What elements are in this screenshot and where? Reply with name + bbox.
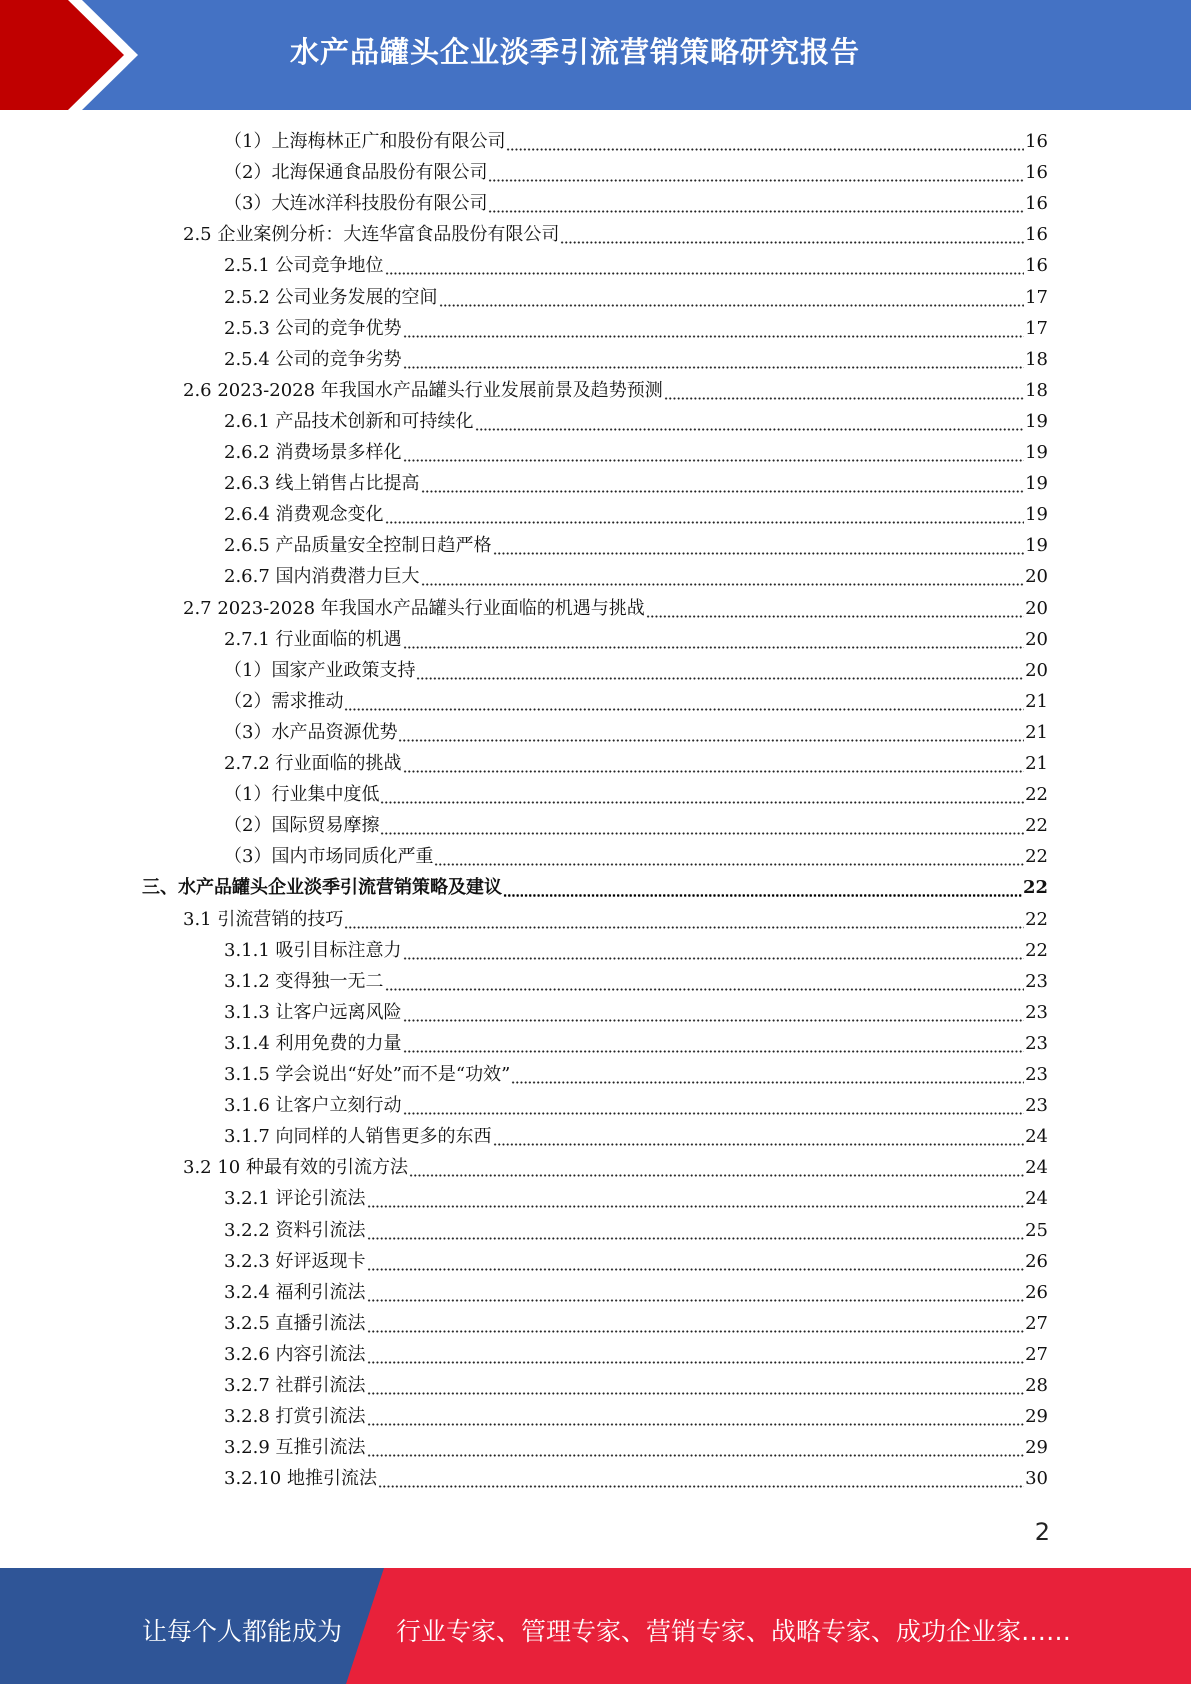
toc-entry-label: 2.5.3 公司的竞争优势 (224, 318, 402, 339)
toc-entry[interactable] (224, 284, 1048, 312)
toc-entry-label: 3.2.1 评论引流法 (224, 1188, 366, 1209)
toc-dot-leader (488, 179, 1024, 182)
toc-dot-leader (493, 552, 1025, 555)
toc-entry-label: 3.2.10 地推引流法 (224, 1468, 377, 1489)
toc-entry-page: 23 (1025, 971, 1048, 992)
toc-entry-label: （3）水产品资源优势 (224, 722, 398, 743)
toc-dot-leader (385, 988, 1025, 991)
toc-entry-page: 16 (1025, 162, 1048, 183)
toc-dot-leader (398, 739, 1024, 742)
toc-dot-leader (403, 335, 1025, 338)
toc-entry-label: 3.2.5 直播引流法 (224, 1313, 366, 1334)
toc-entry-page: 22 (1025, 940, 1048, 961)
toc-entry-page: 23 (1025, 1095, 1048, 1116)
toc-entry-label: 2.5 企业案例分析：大连华富食品股份有限公司 (183, 224, 560, 245)
footer-slogan: 让每个人都能成为 (142, 1617, 343, 1646)
toc-entry-label: （2）北海保通食品股份有限公司 (224, 162, 488, 183)
toc-dot-leader (560, 241, 1024, 244)
toc-dot-leader (664, 397, 1024, 400)
toc-entry-page: 16 (1025, 255, 1048, 276)
toc-entry-page: 22 (1025, 909, 1048, 930)
toc-entry-label: 3.1.6 让客户立刻行动 (224, 1095, 402, 1116)
toc-entry-label: 2.5.4 公司的竞争劣势 (224, 349, 402, 370)
toc-entry[interactable] (224, 937, 1048, 965)
toc-entry-page: 19 (1025, 442, 1048, 463)
toc-entry-label: 2.7.1 行业面临的机遇 (224, 629, 402, 650)
toc-dot-leader (380, 801, 1024, 804)
toc-dot-leader (503, 894, 1022, 897)
toc-entry[interactable] (224, 1372, 1048, 1400)
toc-entry-page: 27 (1025, 1344, 1048, 1365)
toc-entry-page: 23 (1025, 1033, 1048, 1054)
toc-dot-leader (409, 1174, 1024, 1177)
toc-entry-label: 2.5.2 公司业务发展的空间 (224, 287, 438, 308)
toc-entry[interactable] (224, 781, 1048, 809)
toc-entry-label: （3）大连冰洋科技股份有限公司 (224, 193, 488, 214)
toc-dot-leader (403, 459, 1025, 462)
toc-dot-leader (506, 148, 1024, 151)
toc-entry[interactable] (224, 1030, 1048, 1058)
toc-entry-page: 26 (1025, 1251, 1048, 1272)
toc-entry[interactable] (224, 190, 1048, 218)
toc-entry-page: 17 (1025, 287, 1048, 308)
toc-entry-page: 22 (1025, 815, 1048, 836)
toc-entry[interactable] (224, 1061, 1048, 1089)
toc-entry[interactable] (224, 1434, 1048, 1462)
header-bar (0, 0, 1191, 110)
toc-entry-page: 29 (1025, 1406, 1048, 1427)
toc-entry[interactable] (224, 1092, 1048, 1120)
header-red-chevron (0, 0, 160, 110)
toc-dot-leader (385, 272, 1025, 275)
toc-dot-leader (475, 428, 1025, 431)
toc-dot-leader (646, 615, 1024, 618)
toc-entry-label: 3.2.2 资料引流法 (224, 1220, 366, 1241)
toc-entry-label: 3.2.6 内容引流法 (224, 1344, 366, 1365)
toc-entry[interactable] (224, 1279, 1048, 1307)
toc-entry-page: 17 (1025, 318, 1048, 339)
toc-entry-page: 19 (1025, 411, 1048, 432)
toc-entry-label: 3.2.9 互推引流法 (224, 1437, 366, 1458)
toc-entry-label: 2.6.5 产品质量安全控制日趋严格 (224, 535, 492, 556)
toc-dot-leader (511, 1081, 1024, 1084)
toc-entry[interactable] (224, 1310, 1048, 1338)
toc-dot-leader (367, 1423, 1025, 1426)
toc-entry-page: 25 (1025, 1220, 1048, 1241)
toc-entry-page: 21 (1025, 722, 1048, 743)
toc-entry-page: 22 (1025, 784, 1048, 805)
toc-entry[interactable] (224, 843, 1048, 871)
toc-dot-leader (380, 832, 1024, 835)
toc-entry[interactable] (224, 999, 1048, 1027)
toc-entry-label: 3.1.5 学会说出“好处”而不是“功效” (224, 1064, 511, 1085)
toc-dot-leader (367, 1392, 1025, 1395)
toc-dot-leader (416, 677, 1024, 680)
toc-entry-label: 2.5.1 公司竞争地位 (224, 255, 384, 276)
toc-entry-page: 29 (1025, 1437, 1048, 1458)
toc-entry[interactable] (224, 657, 1048, 685)
toc-dot-leader (367, 1268, 1025, 1271)
toc-dot-leader (403, 770, 1025, 773)
toc-entry-page: 16 (1025, 193, 1048, 214)
toc-dot-leader (344, 708, 1024, 711)
toc-entry-page: 30 (1025, 1468, 1048, 1489)
toc-entry[interactable] (224, 719, 1048, 747)
toc-entry[interactable] (224, 532, 1048, 560)
toc-entry-page: 21 (1025, 753, 1048, 774)
toc-entry-page: 24 (1025, 1157, 1048, 1178)
toc-dot-leader (367, 1299, 1025, 1302)
toc-dot-leader (403, 646, 1025, 649)
toc-entry-page: 28 (1025, 1375, 1048, 1396)
toc-entry-label: 3.1.3 让客户远离风险 (224, 1002, 402, 1023)
toc-entry-label: 2.6.7 国内消费潜力巨大 (224, 566, 420, 587)
toc-dot-leader (403, 957, 1025, 960)
toc-dot-leader (367, 1454, 1025, 1457)
toc-entry[interactable] (224, 1217, 1048, 1245)
toc-entry[interactable] (224, 439, 1048, 467)
toc-entry-label: 3.2.3 好评返现卡 (224, 1251, 366, 1272)
toc-entry[interactable] (224, 812, 1048, 840)
toc-dot-leader (488, 210, 1024, 213)
toc-entry[interactable] (224, 688, 1048, 716)
toc-entry-label: 2.6.3 线上销售占比提高 (224, 473, 420, 494)
toc-entry[interactable] (224, 501, 1048, 529)
toc-entry-label: （1）国家产业政策支持 (224, 660, 416, 681)
toc-entry-page: 22 (1022, 877, 1048, 898)
toc-entry-page: 20 (1025, 629, 1048, 650)
toc-dot-leader (403, 1112, 1025, 1115)
toc-entry-label: 2.7 2023-2028 年我国水产品罐头行业面临的机遇与挑战 (183, 598, 645, 619)
toc-entry-label: （1）行业集中度低 (224, 784, 380, 805)
toc-entry-label: 2.7.2 行业面临的挑战 (224, 753, 402, 774)
toc-entry[interactable] (224, 1465, 1048, 1493)
toc-entry-page: 24 (1025, 1126, 1048, 1147)
footer-roles: 行业专家、管理专家、营销专家、战略专家、成功企业家…… (396, 1617, 1072, 1646)
toc-entry-page: 26 (1025, 1282, 1048, 1303)
toc-entry[interactable] (224, 626, 1048, 654)
toc-entry-label: 2.6.2 消费场景多样化 (224, 442, 402, 463)
toc-entry[interactable] (183, 906, 1048, 934)
toc-entry-label: 2.6 2023-2028 年我国水产品罐头行业发展前景及趋势预测 (183, 380, 663, 401)
toc-entry[interactable] (183, 377, 1048, 405)
toc-entry-label: （2）国际贸易摩擦 (224, 815, 380, 836)
toc-entry-page: 19 (1025, 473, 1048, 494)
toc-entry[interactable] (224, 315, 1048, 343)
toc-entry-page: 19 (1025, 504, 1048, 525)
footer-banner (0, 1568, 1191, 1684)
toc-entry-label: 3.1 引流营销的技巧 (183, 909, 344, 930)
toc-entry-label: 3.1.2 变得独一无二 (224, 971, 384, 992)
toc-dot-leader (385, 521, 1025, 524)
toc-entry-page: 23 (1025, 1064, 1048, 1085)
toc-entry[interactable] (224, 128, 1048, 156)
toc-dot-leader (367, 1361, 1025, 1364)
toc-dot-leader (367, 1237, 1025, 1240)
toc-entry-page: 18 (1025, 380, 1048, 401)
toc-entry-page: 20 (1025, 660, 1048, 681)
page-number: 2 (1034, 1518, 1050, 1546)
toc-entry[interactable] (224, 1248, 1048, 1276)
toc-entry-page: 20 (1025, 598, 1048, 619)
toc-dot-leader (367, 1330, 1025, 1333)
toc-dot-leader (421, 583, 1025, 586)
toc-entry[interactable] (224, 1341, 1048, 1369)
toc-dot-leader (367, 1205, 1025, 1208)
toc-dot-leader (421, 490, 1025, 493)
toc-entry-label: 三、水产品罐头企业淡季引流营销策略及建议 (142, 877, 502, 898)
toc-entry[interactable] (183, 1154, 1048, 1182)
toc-entry[interactable] (224, 470, 1048, 498)
toc-entry[interactable] (224, 968, 1048, 996)
toc-entry[interactable] (183, 221, 1048, 249)
toc-entry[interactable] (224, 252, 1048, 280)
toc-entry[interactable] (224, 563, 1048, 591)
toc-dot-leader (493, 1143, 1025, 1146)
toc-dot-leader (378, 1485, 1024, 1488)
toc-entry[interactable] (224, 1403, 1048, 1431)
toc-entry-label: （3）国内市场同质化严重 (224, 846, 434, 867)
toc-entry-page: 20 (1025, 566, 1048, 587)
toc-entry[interactable] (224, 1185, 1048, 1213)
toc-entry-page: 23 (1025, 1002, 1048, 1023)
toc-entry-page: 16 (1025, 224, 1048, 245)
toc-entry-page: 19 (1025, 535, 1048, 556)
toc-entry-label: （2）需求推动 (224, 691, 344, 712)
toc-dot-leader (434, 863, 1024, 866)
toc-dot-leader (439, 304, 1025, 307)
toc-entry[interactable] (183, 595, 1048, 623)
toc-dot-leader (403, 1019, 1025, 1022)
toc-entry-label: 3.2 10 种最有效的引流方法 (183, 1157, 408, 1178)
toc-entry-label: 3.1.4 利用免费的力量 (224, 1033, 402, 1054)
toc-entry-label: 2.6.4 消费观念变化 (224, 504, 384, 525)
toc-entry[interactable] (142, 874, 1048, 902)
toc-dot-leader (403, 366, 1025, 369)
toc-entry-label: 3.2.7 社群引流法 (224, 1375, 366, 1396)
toc-entry-page: 24 (1025, 1188, 1048, 1209)
toc-entry[interactable] (224, 1123, 1048, 1151)
toc-entry-page: 21 (1025, 691, 1048, 712)
toc-entry[interactable] (224, 408, 1048, 436)
toc-entry-page: 22 (1025, 846, 1048, 867)
toc-dot-leader (403, 1050, 1025, 1053)
toc-entry-page: 16 (1025, 131, 1048, 152)
toc-dot-leader (344, 926, 1024, 929)
toc-entry-page: 18 (1025, 349, 1048, 370)
toc-entry-label: 3.1.1 吸引目标注意力 (224, 940, 402, 961)
toc-entry[interactable] (224, 159, 1048, 187)
toc-entry-label: 3.1.7 向同样的人销售更多的东西 (224, 1126, 492, 1147)
toc-entry-label: 2.6.1 产品技术创新和可持续化 (224, 411, 474, 432)
toc-entry-label: 3.2.8 打赏引流法 (224, 1406, 366, 1427)
toc-entry-label: （1）上海梅林正广和股份有限公司 (224, 131, 506, 152)
toc-entry-label: 3.2.4 福利引流法 (224, 1282, 366, 1303)
toc-entry[interactable] (224, 346, 1048, 374)
report-title: 水产品罐头企业淡季引流营销策略研究报告 (290, 35, 861, 69)
toc-entry[interactable] (224, 750, 1048, 778)
toc-entry-page: 27 (1025, 1313, 1048, 1334)
